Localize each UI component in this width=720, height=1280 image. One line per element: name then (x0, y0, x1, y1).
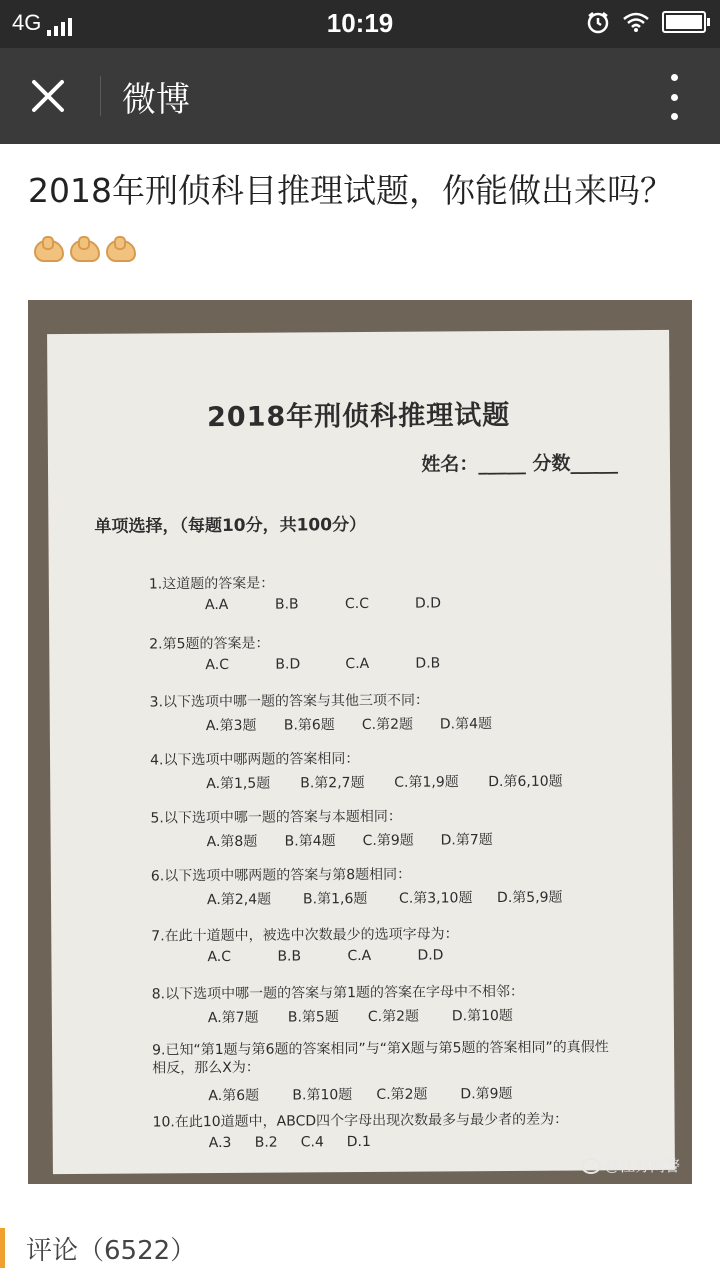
more-options-button[interactable] (666, 74, 682, 120)
option-text: B.第1,6题 (302, 890, 368, 908)
alarm-icon (586, 10, 610, 34)
option-text: C.C (344, 595, 370, 613)
wifi-icon (622, 11, 650, 33)
exam-title: 2018年刑侦科推理试题 (206, 399, 511, 434)
thumbs-up-emoji-icon (106, 240, 136, 262)
article-content[interactable] (0, 144, 720, 1224)
option-text: D.第9题 (460, 1085, 513, 1103)
question-text: 7.在此十道题中，被选中次数最少的选项字母为： (151, 926, 459, 945)
status-bar (0, 0, 720, 48)
option-text: A.C (205, 656, 230, 674)
dot (671, 94, 678, 101)
question-text: 4.以下选项中哪两题的答案相同： (149, 751, 360, 769)
option-text: D.第6,10题 (488, 773, 563, 791)
option-text: A.第7题 (207, 1009, 259, 1027)
option-text: A.第8题 (206, 833, 258, 851)
close-icon (22, 70, 74, 122)
option-text: A.第1,5题 (206, 775, 271, 793)
more-vertical-icon (671, 74, 678, 81)
option-text: C.第2题 (361, 716, 414, 733)
close-button[interactable] (22, 70, 74, 122)
thumbs-up-emoji-icon (34, 240, 64, 262)
option-text: D.第10题 (451, 1007, 513, 1025)
option-text: B.B (274, 596, 299, 613)
option-text: D.第7题 (440, 832, 493, 849)
option-text: A.3 (208, 1134, 232, 1152)
option-text: C.第3,10题 (398, 890, 473, 907)
option-text: B.B (277, 948, 302, 965)
watermark-text: @江苏网警 (604, 1158, 680, 1175)
option-text: D.第5,9题 (496, 889, 563, 907)
status-icons (586, 10, 706, 34)
option-text: D.1 (346, 1133, 371, 1151)
thumbs-up-emoji-icon (70, 240, 100, 262)
post-title-text: 2018年刑侦科目推理试题，你能做出来吗？ (28, 171, 673, 210)
option-text: D.D (414, 595, 442, 612)
option-text: B.第10题 (292, 1087, 353, 1104)
question-text: 3.以下选项中哪一题的答案与其他三项不同： (149, 692, 430, 711)
question-text: 2.第5题的答案是： (149, 635, 270, 653)
option-text: D.D (417, 947, 444, 964)
option-text: B.第2,7题 (300, 774, 365, 792)
dot (671, 113, 678, 120)
comments-bar[interactable] (0, 1224, 720, 1280)
option-text: A.A (204, 596, 229, 614)
name-score-line: 姓名：_____ 分数_____ (421, 452, 619, 476)
clock: 10:19 (326, 8, 394, 38)
watermark (581, 1155, 680, 1176)
option-text: C.第1,9题 (394, 774, 459, 791)
option-text: A.C (207, 948, 232, 966)
option-text: B.2 (254, 1134, 278, 1151)
option-text: C.A (347, 947, 372, 965)
title-bar (0, 48, 720, 144)
option-text: C.4 (300, 1134, 324, 1151)
option-text: A.第2,4题 (206, 891, 272, 909)
question-text: 8.以下选项中哪一题的答案与第1题的答案在字母中不相邻： (151, 983, 524, 1003)
question-text: 1.这道题的答案是： (148, 575, 275, 593)
network-type: 4G (12, 10, 42, 35)
post-image[interactable] (28, 300, 692, 1184)
post-title (28, 162, 688, 278)
option-text: A.第6题 (208, 1087, 260, 1105)
option-text: D.第4题 (439, 716, 493, 733)
section-header: 单项选择，（每题10分，共100分） (94, 514, 367, 537)
option-text: D.B (415, 655, 441, 672)
weibo-logo-icon (581, 1158, 601, 1174)
question-text: 5.以下选项中哪一题的答案与本题相同： (150, 808, 402, 827)
page-title: 微博 (122, 80, 190, 120)
option-text: C.A (345, 655, 370, 673)
exam-paper (47, 330, 675, 1174)
comments-count: 评论（6522） (26, 1236, 197, 1266)
option-text: C.第9题 (362, 832, 414, 849)
question-text: 10.在此10道题中，ABCD四个字母出现次数最多与最少者的差为： (152, 1111, 569, 1131)
option-text: B.第6题 (283, 717, 335, 734)
option-text: B.第5题 (287, 1009, 339, 1026)
question-text: 9.已知“第1题与第6题的答案相同”与“第X题与第5题的答案相同”的真假性相反，那么X为： (152, 1039, 609, 1077)
comments-accent (0, 1228, 5, 1268)
option-text: A.第3题 (205, 717, 257, 735)
option-text: C.第2题 (376, 1086, 428, 1103)
option-text: B.D (275, 656, 301, 673)
battery-icon (662, 11, 706, 33)
question-text: 6.以下选项中哪两题的答案与第8题相同： (150, 866, 412, 885)
divider (100, 76, 101, 116)
option-text: B.第4题 (284, 833, 336, 850)
option-text: C.第2题 (367, 1008, 420, 1025)
